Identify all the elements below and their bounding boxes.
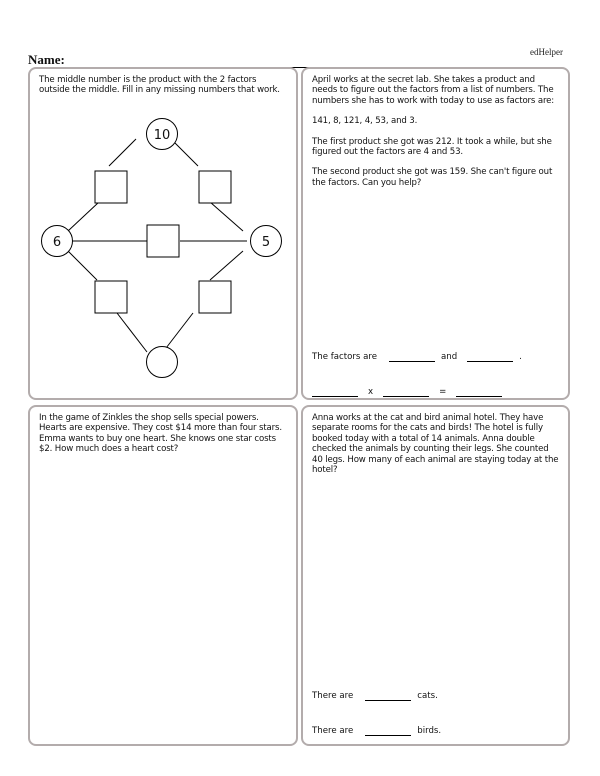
- answer-prefix: There are: [312, 691, 354, 701]
- equation-factor-2-blank[interactable]: [383, 387, 429, 397]
- cats-blank[interactable]: [365, 691, 411, 701]
- answer-and: and: [441, 352, 458, 362]
- answer-suffix: .: [519, 352, 522, 362]
- equation-row: [312, 387, 508, 397]
- problem-text: The middle number is the product with the 2 factors outside the middle. Fill in any missing numbers that work.: [39, 75, 280, 96]
- right-circle-value: 5: [261, 235, 271, 250]
- equals-sign: =: [439, 387, 447, 397]
- panel-factor-diagram: [28, 67, 298, 400]
- birds-blank[interactable]: [365, 726, 411, 736]
- paragraph: The second product she got was 159. She can't figure out the factors. Can you help?: [312, 167, 553, 188]
- name-row: [28, 52, 365, 68]
- problem-text: In the game of Zinkles the shop sells special powers. Hearts are expensive. They cost $14 more than four stars. Emma wants to buy one heart. She knows one star costs $2. How much does a heart cost?: [39, 413, 282, 455]
- factor-diagram: [30, 114, 300, 404]
- paragraph: April works at the secret lab. She takes a product and needs to figure out the factors from a list of numbers. The numbers she has to work with today to use as factors are:: [312, 75, 555, 106]
- name-input-line[interactable]: [73, 54, 365, 68]
- times-sign: x: [368, 387, 374, 397]
- paragraph: The first product she got was 212. It took a while, but she figured out the factors are 4 and 53.: [312, 136, 552, 158]
- panel-zinkles: [28, 405, 298, 746]
- factor-2-blank[interactable]: [467, 352, 513, 362]
- panel-animal-hotel: [301, 405, 570, 746]
- factors-answer-row: [312, 352, 522, 362]
- panel-secret-lab: [301, 67, 570, 400]
- answer-prefix: The factors are: [312, 352, 377, 362]
- name-label: Name:: [28, 52, 65, 67]
- left-circle-value: 6: [52, 235, 62, 250]
- problem-text: Anna works at the cat and bird animal hotel. They have separate rooms for the cats and birds! The hotel is fully booked today with a total of 14 animals. Anna double checked the animals by counting their legs. She counted 40 legs. How many of each animal are staying today at the hotel?: [312, 413, 559, 476]
- brand-label: edHelper: [530, 47, 563, 57]
- answer-suffix: birds.: [417, 726, 442, 736]
- paragraph: 141, 8, 121, 4, 53, and 3.: [312, 116, 418, 127]
- answer-suffix: cats.: [417, 691, 438, 701]
- birds-answer-row: [312, 726, 441, 736]
- cats-answer-row: [312, 691, 438, 701]
- top-circle-value: 10: [153, 128, 171, 143]
- answer-prefix: There are: [312, 726, 354, 736]
- factor-1-blank[interactable]: [389, 352, 435, 362]
- problem-text: [312, 75, 560, 198]
- equation-factor-1-blank[interactable]: [312, 387, 358, 397]
- equation-product-blank[interactable]: [456, 387, 502, 397]
